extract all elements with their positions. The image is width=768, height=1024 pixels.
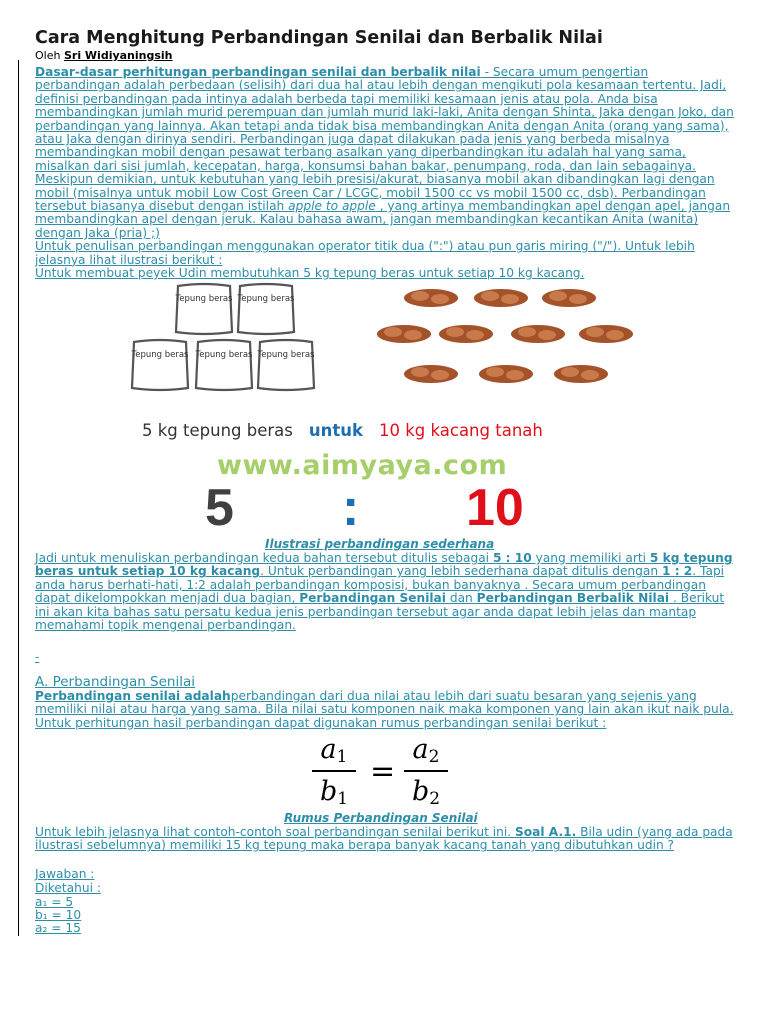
rice-sack	[128, 338, 192, 392]
intro-body-1: - Secara umum pengertian perbandingan adalah perbedaan (selisih) dari dua hal atau lebih dengan mengikuti pola kesamaan tertentu. Jadi, definisi perbandingan pada intinya adalah berbeda tapi memiliki kesamaan jenis atau pola. Anda bisa membandingkan jumlah murid perempuan dan jumlah murid laki-laki, Anita dengan Shinta, Jaka dengan Joko, dan perbandingan yang lainnya. Akan tetapi anda tidak bisa membandingkan Anita dengan Anita (orang yang sama), atau Jaka dengan dirinya sendiri. Perbandingan juga dapat dilakukan pada jenis yang berbeda misalnya membandingkan mobil dengan pesawat terbang asalkan yang diperbandingkan itu adalah hal yang sama, misalkan dari sisi jumlah, kecepatan, harga, konsumsi bahan bakar, penumpang, roda, dan lain sebagainya. Meskipun demikian, untuk kebutuhan yang lebih presisi/akurat, biasanya mobil akan dibandingkan lagi dengan mobil (misalnya untuk mobil Low Cost Green Car / LCGC, mobil 1500 cc vs mobil 1500 cc, dsb). Perbandingan tersebut biasanya disebut dengan istilah	[35, 65, 734, 214]
peanut-pile-icon	[552, 362, 610, 384]
left-margin-rule	[18, 60, 19, 936]
ratio-colon: :	[342, 479, 360, 537]
para2-bold-3: 1 : 2	[661, 564, 693, 579]
formula-a: a	[412, 734, 429, 765]
peanut-pile-icon	[402, 286, 460, 308]
intro-line-3: Untuk membuat peyek Udin membutuhkan 5 kg tepung beras untuk setiap 10 kg kacang.	[35, 266, 585, 281]
peanut-pile-icon	[509, 322, 567, 344]
rice-sack	[254, 338, 318, 392]
peanut-pile-icon	[577, 322, 635, 344]
rice-sack-label: Tepung beras	[175, 294, 233, 304]
formula-index: 2	[428, 747, 440, 767]
formula-fraction-right	[404, 732, 448, 810]
given-item[interactable]: a₁ = 5	[35, 895, 74, 909]
author-link[interactable]: Sri Widiyaningsih	[63, 49, 173, 62]
para3-rest: perbandingan dari dua nilai atau lebih dari suatu besaran yang sejenis yang memiliki nilai atau harga yang sama. Bila nilai satu komponen naik maka komponen yang lain akan ikut naik pula. Untuk perhitungan hasil perbandingan dapat digunakan rumus perbandingan senilai berikut :	[35, 689, 734, 730]
peanut-pile-icon	[402, 362, 460, 384]
para2-bold-5: Perbandingan Berbalik Nilai	[476, 591, 670, 606]
para2-text-e: . Tapi anda harus berhati-hati, 1:2 adalah perbandingan komposisi, bukan banyaknya . Secara umum perbandingan dapat dikelompokkan menjadi dua bagian,	[35, 564, 725, 606]
intro-lead[interactable]: Dasar-dasar perhitungan perbandingan senilai dan berbalik nilai	[35, 65, 481, 79]
ratio-left-number: 5	[205, 479, 234, 537]
intro-paragraph[interactable]	[35, 66, 735, 281]
formula-index: 2	[429, 789, 441, 809]
intro-line-2: Untuk penulisan perbandingan menggunakan operator titik dua (":") atau pun garis miring ("/"). Untuk lebih jelasnya lihat ilustrasi berikut :	[35, 239, 695, 267]
rice-sack-label: Tepung beras	[257, 350, 315, 360]
ratio-right-number: 10	[466, 479, 524, 537]
dash-link[interactable]: -	[35, 650, 40, 664]
answer-label[interactable]: Jawaban :	[35, 867, 95, 881]
formula-senilai	[312, 732, 452, 812]
rice-sack	[192, 338, 256, 392]
section-heading-text: A. Perbandingan Senilai	[35, 674, 196, 690]
formula-b: b	[411, 776, 430, 807]
rice-sack	[172, 282, 236, 336]
rice-sack	[234, 282, 298, 336]
para3-bold: Perbandingan senilai adalah	[35, 689, 231, 703]
paragraph-4[interactable]	[35, 826, 735, 853]
para2-text-c: yang memiliki arti	[531, 551, 650, 565]
byline-prefix: Oleh	[35, 49, 61, 62]
given-item[interactable]: b₁ = 10	[35, 908, 82, 922]
illustration-caption-line	[142, 421, 642, 440]
formula-index: 1	[336, 747, 348, 767]
peanut-pile-icon	[540, 286, 598, 308]
intro-italic: apple to apple	[288, 199, 376, 214]
given-label[interactable]: Diketahui :	[35, 881, 101, 895]
illustration	[120, 278, 640, 537]
page-title: Cara Menghitung Perbandingan Senilai dan Berbalik Nilai	[35, 28, 603, 48]
caption-left: 5 kg tepung beras	[142, 421, 293, 440]
para2-bold-4: Perbandingan Senilai	[299, 591, 446, 606]
formula-a: a	[320, 734, 337, 765]
formula-b: b	[319, 776, 338, 807]
illustration-caption[interactable]: Ilustrasi perbandingan sederhana	[265, 537, 495, 551]
paragraph-3[interactable]	[35, 690, 735, 730]
para4-text-a: Untuk lebih jelasnya lihat contoh-contoh soal perbandingan senilai berikut ini.	[35, 825, 515, 839]
para4-bold: Soal A.1.	[515, 825, 577, 839]
formula-equals: =	[370, 754, 396, 789]
para2-text-a: Jadi untuk menuliskan perbandingan kedua bahan tersebut ditulis sebagai	[35, 551, 493, 565]
para2-bold-1: 5 : 10	[492, 551, 532, 565]
rice-sack-label: Tepung beras	[195, 350, 253, 360]
formula-caption[interactable]: Rumus Perbandingan Senilai	[284, 811, 478, 825]
byline	[35, 49, 173, 62]
paragraph-2[interactable]	[35, 552, 735, 632]
caption-mid: untuk	[308, 421, 363, 440]
para2-text-g: . Berikut ini akan kita bahas satu persatu kedua jenis perbandingan tersebut agar anda dapat lebih jelas dan mantap memahami topik mengenai perbandingan.	[35, 591, 725, 633]
given-item[interactable]: a₂ = 15	[35, 921, 81, 935]
rice-sack-label: Tepung beras	[237, 294, 295, 304]
formula-fraction-left	[312, 732, 356, 810]
caption-right: 10 kg kacang tanah	[378, 421, 543, 440]
section-heading-a	[35, 674, 195, 690]
rice-sack-label: Tepung beras	[131, 350, 189, 360]
peanut-pile-icon	[437, 322, 495, 344]
para2-bold-2: 5 kg tepung beras untuk setiap 10 kg kacang	[35, 551, 733, 579]
formula-index: 1	[337, 789, 349, 809]
watermark: www.aimyaya.com	[217, 450, 508, 481]
para2-text-d: . Untuk perbandingan yang lebih sederhana dapat ditulis dengan	[260, 564, 662, 579]
peanut-pile-icon	[375, 322, 433, 344]
peanut-pile-icon	[477, 362, 535, 384]
para2-text-f: dan	[445, 591, 477, 606]
intro-body-2: , yang artinya membandingkan apel dengan apel, jangan membandingkan apel dengan jeruk. Kalau bahasa awam, jangan membandingkan kecantikan Anita (wanita) dengan Jaka (pria) ;)	[35, 199, 731, 240]
peanut-pile-icon	[472, 286, 530, 308]
para4-text-c: Bila udin (yang ada pada ilustrasi sebelumnya) memiliki 15 kg tepung maka berapa banyak kacang tanah yang dibutuhkan udin ?	[35, 825, 733, 853]
